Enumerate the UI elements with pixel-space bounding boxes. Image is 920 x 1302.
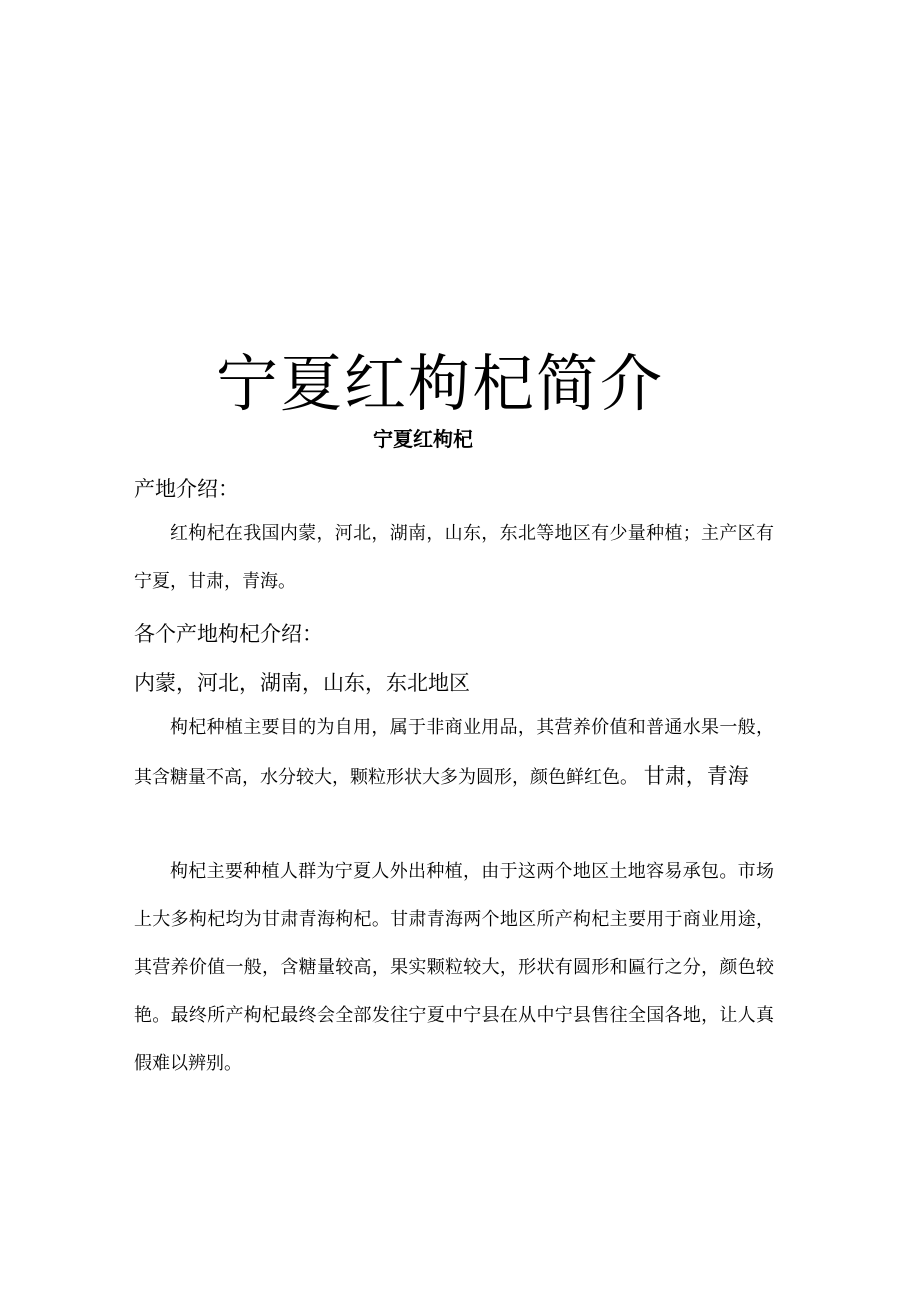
paragraph-north-text: 枸杞种植主要目的为自用，属于非商业用品，其营养价值和普通水果一般，其含糖量不高，水分较大，颗粒形状大多为圆形，颜色鲜红色。: [134, 717, 774, 788]
section-heading-regions: 各个产地枸杞介绍：: [134, 622, 323, 646]
section-heading-origin: 产地介绍：: [134, 477, 239, 501]
paragraph-north: [134, 704, 774, 802]
section-heading-north: 内蒙，河北，湖南，山东，东北地区: [134, 671, 470, 695]
paragraph-gansu-qinghai: 枸杞主要种植人群为宁夏人外出种植，由于这两个地区土地容易承包。市场上大多枸杞均为甘肃青海枸杞。甘肃青海两个地区所产枸杞主要用于商业用途，其营养价值一般，含糖量较高，果实颗粒较大，形状有圆形和匾行之分，颜色较艳。最终所产枸杞最终会全部发往宁夏中宁县在从中宁县售往全国各地，让人真假难以辨别。: [134, 861, 774, 1074]
document-subtitle: 宁夏红枸杞: [373, 427, 473, 451]
document-title: 宁夏红枸杞简介: [215, 347, 664, 420]
section-heading-gansu-qinghai: 甘肃，青海: [643, 764, 749, 788]
paragraph-origin: 红枸杞在我国内蒙，河北，湖南，山东，东北等地区有少量种植；主产区有宁夏，甘肃，青海。: [134, 523, 774, 592]
